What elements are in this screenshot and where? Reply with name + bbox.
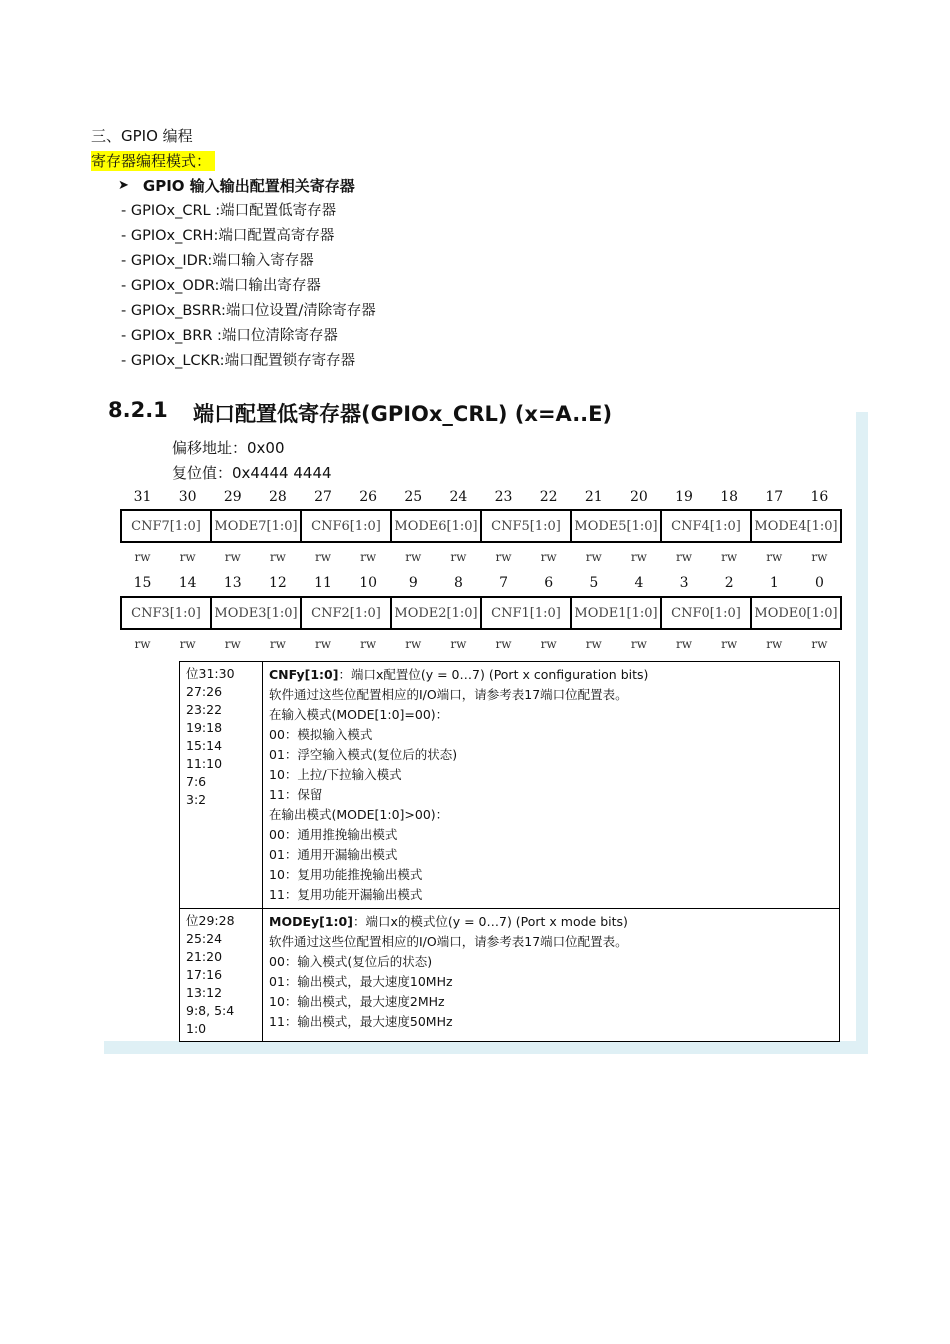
access-label: rw: [224, 637, 241, 651]
bit-number: 21: [584, 489, 603, 505]
description-line: 01：浮空输入模式(复位后的状态): [269, 747, 458, 762]
bit-number: 14: [178, 575, 197, 591]
description-line: 00：模拟输入模式: [269, 727, 373, 742]
bit-range: 3:2: [186, 792, 207, 807]
description-line: 00：通用推挽输出模式: [269, 827, 398, 842]
description-line: 10：复用功能推挽输出模式: [269, 867, 423, 882]
access-label: rw: [224, 550, 241, 564]
bit-number: 13: [223, 575, 242, 591]
register-field: CNF3[1:0]: [122, 598, 212, 628]
bit-range: 13:12: [186, 985, 223, 1000]
register-field: MODE5[1:0]: [572, 511, 662, 541]
offset-address: 偏移地址：0x00: [172, 439, 285, 457]
access-label: rw: [630, 637, 647, 651]
access-label: rw: [134, 550, 151, 564]
mode-description-cell: [263, 909, 840, 1042]
access-label: rw: [540, 550, 557, 564]
list-item: - GPIOx_LCKR:端口配置锁存寄存器: [121, 353, 356, 369]
bit-number: 17: [765, 489, 784, 505]
bit-description-table: [179, 661, 840, 1042]
bit-number: 7: [499, 575, 509, 591]
register-row-low: [120, 596, 842, 630]
bit-range: 1:0: [186, 1021, 207, 1036]
description-line: 10：上拉/下拉输入模式: [269, 767, 402, 782]
register-field: CNF5[1:0]: [482, 511, 572, 541]
bit-range: 19:18: [186, 720, 223, 735]
subheading-text: GPIO 输入输出配置相关寄存器: [142, 177, 355, 195]
bit-number: 4: [634, 575, 644, 591]
list-item: - GPIOx_BRR :端口位清除寄存器: [121, 328, 338, 344]
access-label: rw: [495, 637, 512, 651]
bit-range: 17:16: [186, 967, 223, 982]
access-row-high: [120, 550, 842, 564]
access-label: rw: [179, 637, 196, 651]
access-label: rw: [630, 550, 647, 564]
access-label: rw: [676, 637, 693, 651]
description-line: 软件通过这些位配置相应的I/O端口，请参考表17端口位配置表。: [269, 687, 628, 702]
mode-field-title: ：端口x的模式位(y = 0…7) (Port x mode bits): [352, 914, 628, 929]
register-field: MODE2[1:0]: [392, 598, 482, 628]
bit-number: 15: [133, 575, 152, 591]
list-item: - GPIOx_BSRR:端口位设置/清除寄存器: [121, 303, 376, 319]
access-label: rw: [721, 637, 738, 651]
bit-number: 1: [769, 575, 779, 591]
table-row: [180, 662, 840, 909]
access-label: rw: [766, 637, 783, 651]
bit-number: 28: [269, 489, 287, 505]
register-field: MODE0[1:0]: [754, 605, 838, 621]
list-item: - GPIOx_CRH:端口配置高寄存器: [121, 228, 335, 244]
description-line: 11：复用功能开漏输出模式: [269, 887, 423, 902]
access-label: rw: [676, 550, 693, 564]
register-field: CNF1[1:0]: [482, 598, 572, 628]
bit-number: 23: [494, 489, 513, 505]
list-item: - GPIOx_IDR:端口输入寄存器: [121, 253, 314, 269]
bit-number: 29: [223, 489, 242, 505]
bit-number: 20: [630, 489, 648, 505]
table-row: [180, 909, 840, 1042]
highlighted-heading: 寄存器编程模式：: [91, 151, 215, 171]
register-field: MODE6[1:0]: [392, 511, 482, 541]
register-field: CNF2[1:0]: [302, 598, 392, 628]
bit-number: 31: [133, 489, 152, 505]
bit-range: 位31:30: [186, 666, 235, 681]
bit-number: 30: [178, 489, 197, 505]
access-label: rw: [315, 637, 332, 651]
bit-number: 25: [404, 489, 423, 505]
list-item: - GPIOx_ODR:端口输出寄存器: [121, 278, 321, 294]
bit-numbers-high: [120, 489, 842, 505]
access-label: rw: [134, 637, 151, 651]
bit-number: 8: [453, 575, 463, 591]
access-label: rw: [450, 550, 467, 564]
description-line: 在输入模式(MODE[1:0]=00)：: [269, 707, 449, 722]
bit-number: 18: [720, 489, 739, 505]
description-line: 11：保留: [269, 787, 323, 802]
register-field: CNF4[1:0]: [662, 511, 752, 541]
register-field: CNF6[1:0]: [302, 511, 392, 541]
bit-number: 11: [314, 575, 332, 591]
bit-number: 2: [724, 575, 734, 591]
register-field: MODE4[1:0]: [754, 518, 838, 534]
access-label: rw: [269, 550, 286, 564]
bit-number: 3: [679, 575, 689, 591]
description-line: 10：输出模式，最大速度2MHz: [269, 994, 445, 1009]
register-row-high: [120, 509, 842, 543]
bit-range: 15:14: [186, 738, 223, 753]
bit-number: 12: [269, 575, 287, 591]
access-label: rw: [540, 637, 557, 651]
cnf-title: [269, 665, 833, 685]
access-label: rw: [450, 637, 467, 651]
register-field: MODE1[1:0]: [572, 598, 662, 628]
cnf-description-cell: [263, 662, 840, 909]
bit-range: 23:22: [186, 702, 223, 717]
subheading: [118, 176, 355, 196]
bit-range: 25:24: [186, 931, 223, 946]
reset-value: 复位值：0x4444 4444: [172, 464, 332, 482]
mode-bit-range-cell: [180, 909, 263, 1042]
cnf-bit-range-cell: [180, 662, 263, 909]
access-label: rw: [721, 550, 738, 564]
bit-range: 位29:28: [186, 913, 235, 928]
bit-range: 11:10: [186, 756, 223, 771]
access-label: rw: [585, 550, 602, 564]
bit-number: 27: [314, 489, 332, 505]
bit-number: 26: [359, 489, 378, 505]
access-label: rw: [405, 550, 422, 564]
access-label: rw: [269, 637, 286, 651]
bit-range: 9:8, 5:4: [186, 1003, 235, 1018]
cnf-field-title: ：端口x配置位(y = 0…7) (Port x configuration bits): [338, 667, 649, 682]
cnf-field-name: CNFy[1:0]: [269, 667, 339, 682]
bit-number: 16: [810, 489, 829, 505]
description-line: 01：通用开漏输出模式: [269, 847, 398, 862]
bit-number: 19: [675, 489, 693, 505]
bit-range: 27:26: [186, 684, 223, 699]
access-label: rw: [766, 550, 783, 564]
bit-number: 5: [589, 575, 599, 591]
mode-title: [269, 912, 833, 932]
access-label: rw: [811, 637, 828, 651]
access-label: rw: [360, 550, 377, 564]
arrow-bullet-icon: ➤: [118, 178, 129, 193]
access-label: rw: [315, 550, 332, 564]
figure-section-number: 8.2.1: [108, 398, 168, 422]
description-line: 00：输入模式(复位后的状态): [269, 954, 433, 969]
access-row-low: [120, 637, 842, 651]
register-field: CNF0[1:0]: [662, 598, 752, 628]
bit-numbers-low: [120, 575, 842, 591]
register-field: CNF7[1:0]: [122, 511, 212, 541]
description-line: 11：输出模式，最大速度50MHz: [269, 1014, 453, 1029]
figure-section-title: 端口配置低寄存器(GPIOx_CRL) (x=A..E): [193, 402, 613, 426]
bit-number: 0: [814, 575, 824, 591]
bit-number: 24: [449, 489, 468, 505]
access-label: rw: [405, 637, 422, 651]
description-line: 在输出模式(MODE[1:0]>00)：: [269, 807, 449, 822]
bit-number: 10: [359, 575, 378, 591]
bit-number: 9: [408, 575, 418, 591]
mode-field-name: MODEy[1:0]: [269, 914, 353, 929]
description-line: 01：输出模式，最大速度10MHz: [269, 974, 453, 989]
bit-range: 21:20: [186, 949, 223, 964]
description-line: 软件通过这些位配置相应的I/O端口，请参考表17端口位配置表。: [269, 934, 628, 949]
bit-number: 22: [539, 489, 558, 505]
bit-range: 7:6: [186, 774, 207, 789]
register-field: MODE7[1:0]: [212, 511, 302, 541]
access-label: rw: [360, 637, 377, 651]
access-label: rw: [811, 550, 828, 564]
access-label: rw: [495, 550, 512, 564]
bit-number: 6: [544, 575, 554, 591]
access-label: rw: [179, 550, 196, 564]
access-label: rw: [585, 637, 602, 651]
register-field: MODE3[1:0]: [212, 598, 302, 628]
section-title: 三、GPIO 编程: [91, 127, 193, 145]
list-item: - GPIOx_CRL :端口配置低寄存器: [121, 203, 337, 219]
